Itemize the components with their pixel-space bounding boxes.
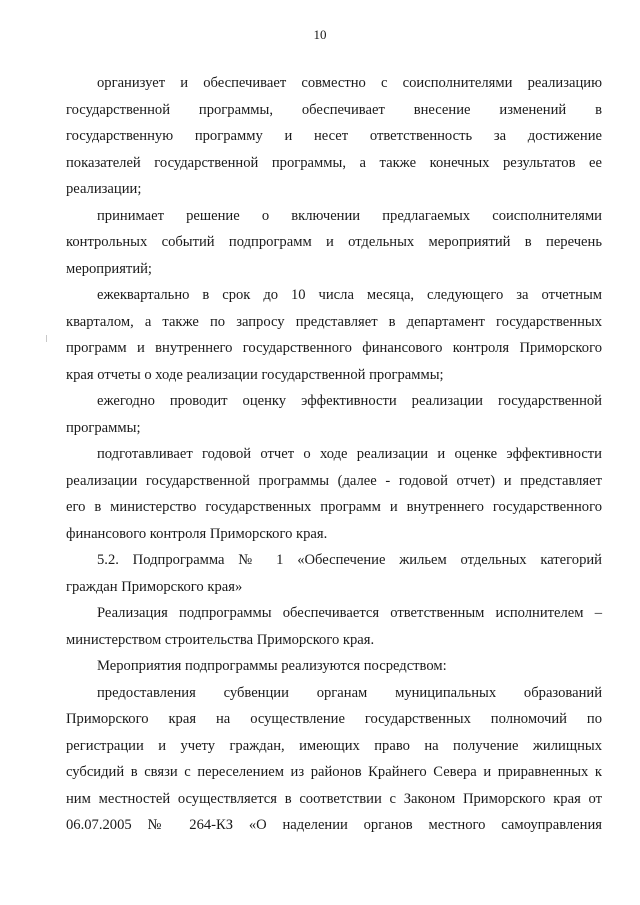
text-line: субсидий в связи с переселением из районов Крайнего Севера и приравненных к (66, 764, 602, 780)
text-line: предоставления субвенции органам муниципальных образований (97, 685, 602, 701)
text-line: программ и внутреннего государственного финансового контроля Приморского (66, 340, 602, 356)
text-line: министерством строительства Приморского края. (66, 632, 375, 648)
text-line: края отчеты о ходе реализации государственной программы; (66, 367, 444, 383)
text-line: ежегодно проводит оценку эффективности реализации государственной (97, 393, 602, 409)
text-line: подготавливает годовой отчет о ходе реализации и оценке эффективности (97, 446, 602, 462)
text-line: организует и обеспечивает совместно с соисполнителями реализацию (97, 75, 602, 91)
text-line: реализации государственной программы (далее - годовой отчет) и представляет (66, 473, 602, 489)
text-line: Реализация подпрограммы обеспечивается ответственным исполнителем – (97, 605, 602, 621)
text-line: кварталом, а также по запросу представляет в департамент государственных (66, 314, 602, 330)
text-line: контрольных событий подпрограмм и отдельных мероприятий в перечень (66, 234, 602, 250)
text-line: Приморского края на осуществление государственных полномочий по (66, 711, 602, 727)
text-line: его в министерство государственных программ и внутреннего государственного (66, 499, 602, 515)
text-line: финансового контроля Приморского края. (66, 526, 328, 542)
text-line: программы; (66, 420, 141, 436)
text-line: Мероприятия подпрограммы реализуются посредством: (97, 658, 447, 674)
section-heading-line: 5.2. Подпрограмма № 1 «Обеспечение жильем отдельных категорий (97, 552, 602, 568)
text-line: государственную программу и несет ответственность за достижение (66, 128, 602, 144)
text-line: показателей государственной программы, а также конечных результатов ее (66, 155, 602, 171)
text-line: ежеквартально в срок до 10 числа месяца, следующего за отчетным (97, 287, 602, 303)
section-heading-line: граждан Приморского края» (66, 579, 243, 595)
text-line: принимает решение о включении предлагаемых соисполнителями (97, 208, 602, 224)
page-number: 10 (313, 27, 327, 42)
scan-margin-mark (46, 335, 47, 342)
text-line: 06.07.2005 № 264-КЗ «О наделении органов местного самоуправления (66, 817, 602, 833)
text-line: государственной программы, обеспечивает внесение изменений в (66, 102, 602, 118)
text-line: регистрации и учету граждан, имеющих право на получение жилищных (66, 738, 602, 754)
text-line: мероприятий; (66, 261, 152, 277)
text-line: ним местностей осуществляется в соответствии с Законом Приморского края от (66, 791, 602, 807)
text-line: реализации; (66, 181, 142, 197)
